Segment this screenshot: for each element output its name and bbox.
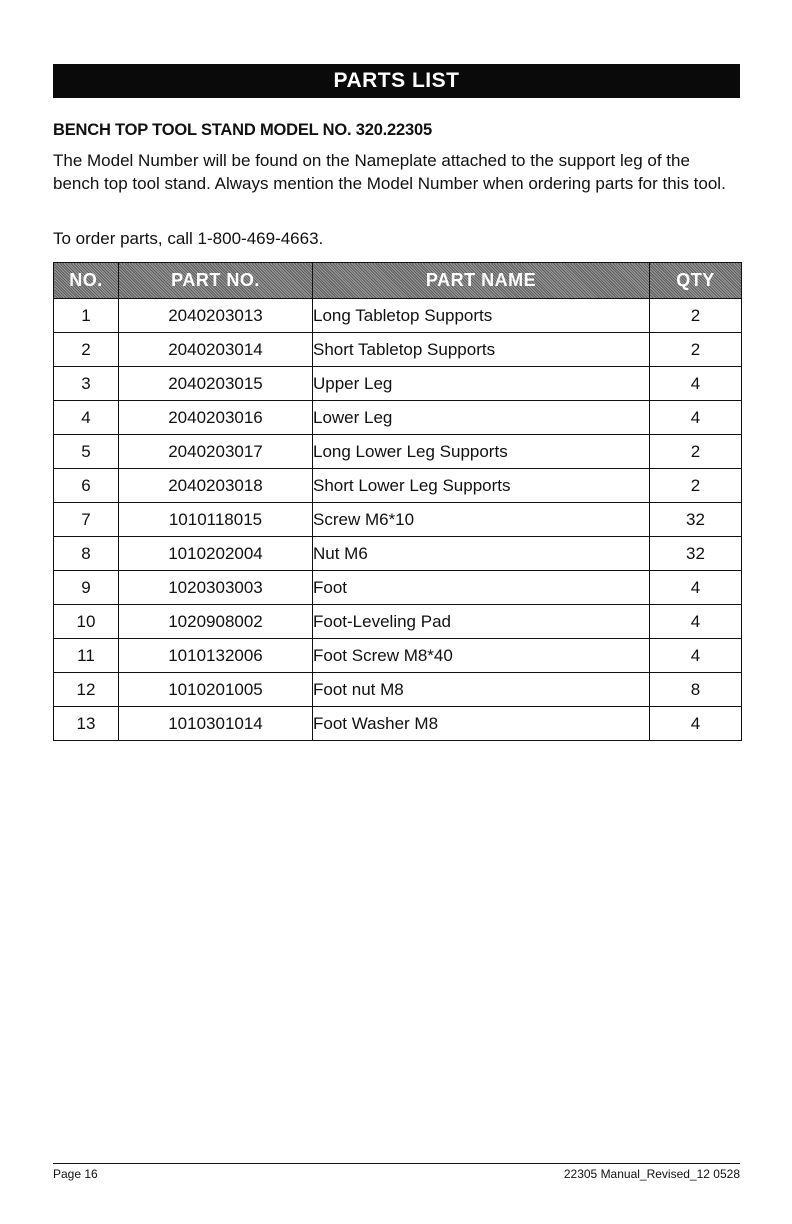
cell-part-name: Foot Washer M8 (313, 707, 650, 741)
order-phone-line: To order parts, call 1-800-469-4663. (53, 229, 324, 248)
cell-part-no: 1020303003 (119, 571, 313, 605)
table-row (54, 537, 742, 571)
cell-part-name: Screw M6*10 (313, 503, 650, 537)
intro-paragraph: The Model Number will be found on the Nameplate attached to the support leg of the bench top tool stand. Always mention the Model Number when ordering parts for this tool. (53, 151, 726, 193)
cell-no: 2 (54, 333, 119, 367)
cell-part-name: Foot nut M8 (313, 673, 650, 707)
cell-part-name: Short Tabletop Supports (313, 333, 650, 367)
cell-no: 8 (54, 537, 119, 571)
cell-qty: 4 (650, 571, 742, 605)
table-row (54, 639, 742, 673)
cell-no: 9 (54, 571, 119, 605)
cell-part-no: 1010132006 (119, 639, 313, 673)
header-qty: QTY (650, 263, 742, 299)
cell-part-name: Foot (313, 571, 650, 605)
model-subtitle: BENCH TOP TOOL STAND MODEL NO. 320.22305 (53, 121, 432, 139)
cell-part-name: Short Lower Leg Supports (313, 469, 650, 503)
cell-part-no: 1020908002 (119, 605, 313, 639)
table-row (54, 367, 742, 401)
cell-no: 13 (54, 707, 119, 741)
cell-part-no: 2040203014 (119, 333, 313, 367)
cell-part-no: 1010201005 (119, 673, 313, 707)
cell-no: 10 (54, 605, 119, 639)
cell-part-name: Long Lower Leg Supports (313, 435, 650, 469)
cell-part-name: Foot Screw M8*40 (313, 639, 650, 673)
cell-qty: 4 (650, 401, 742, 435)
table-row (54, 673, 742, 707)
cell-part-no: 2040203017 (119, 435, 313, 469)
header-part-no: PART NO. (119, 263, 313, 299)
cell-qty: 2 (650, 333, 742, 367)
table-row (54, 605, 742, 639)
cell-no: 5 (54, 435, 119, 469)
table-row (54, 435, 742, 469)
cell-part-name: Upper Leg (313, 367, 650, 401)
cell-no: 6 (54, 469, 119, 503)
cell-part-no: 2040203018 (119, 469, 313, 503)
table-row (54, 503, 742, 537)
parts-table-header-row (54, 263, 742, 299)
cell-no: 3 (54, 367, 119, 401)
cell-qty: 4 (650, 367, 742, 401)
parts-list-banner: PARTS LIST (53, 64, 740, 98)
header-no: NO. (54, 263, 119, 299)
cell-part-name: Lower Leg (313, 401, 650, 435)
footer-document-id: 22305 Manual_Revised_12 0528 (563, 1167, 740, 1181)
cell-no: 7 (54, 503, 119, 537)
cell-part-no: 1010118015 (119, 503, 313, 537)
cell-qty: 4 (650, 707, 742, 741)
table-row (54, 299, 742, 333)
cell-part-name: Nut M6 (313, 537, 650, 571)
cell-no: 12 (54, 673, 119, 707)
cell-part-no: 1010301014 (119, 707, 313, 741)
cell-no: 4 (54, 401, 119, 435)
table-row (54, 469, 742, 503)
cell-qty: 2 (650, 469, 742, 503)
cell-part-no: 2040203016 (119, 401, 313, 435)
cell-part-no: 1010202004 (119, 537, 313, 571)
cell-part-no: 2040203015 (119, 367, 313, 401)
cell-qty: 8 (650, 673, 742, 707)
parts-table (53, 262, 742, 741)
cell-no: 1 (54, 299, 119, 333)
cell-no: 11 (54, 639, 119, 673)
table-row (54, 401, 742, 435)
cell-part-no: 2040203013 (119, 299, 313, 333)
table-row (54, 707, 742, 741)
footer-page-number: Page 16 (53, 1167, 98, 1181)
cell-qty: 32 (650, 503, 742, 537)
footer-divider (53, 1163, 740, 1164)
cell-part-name: Long Tabletop Supports (313, 299, 650, 333)
table-row (54, 571, 742, 605)
cell-qty: 2 (650, 299, 742, 333)
header-part-name: PART NAME (313, 263, 650, 299)
cell-part-name: Foot-Leveling Pad (313, 605, 650, 639)
cell-qty: 2 (650, 435, 742, 469)
table-row (54, 333, 742, 367)
cell-qty: 4 (650, 605, 742, 639)
cell-qty: 4 (650, 639, 742, 673)
cell-qty: 32 (650, 537, 742, 571)
